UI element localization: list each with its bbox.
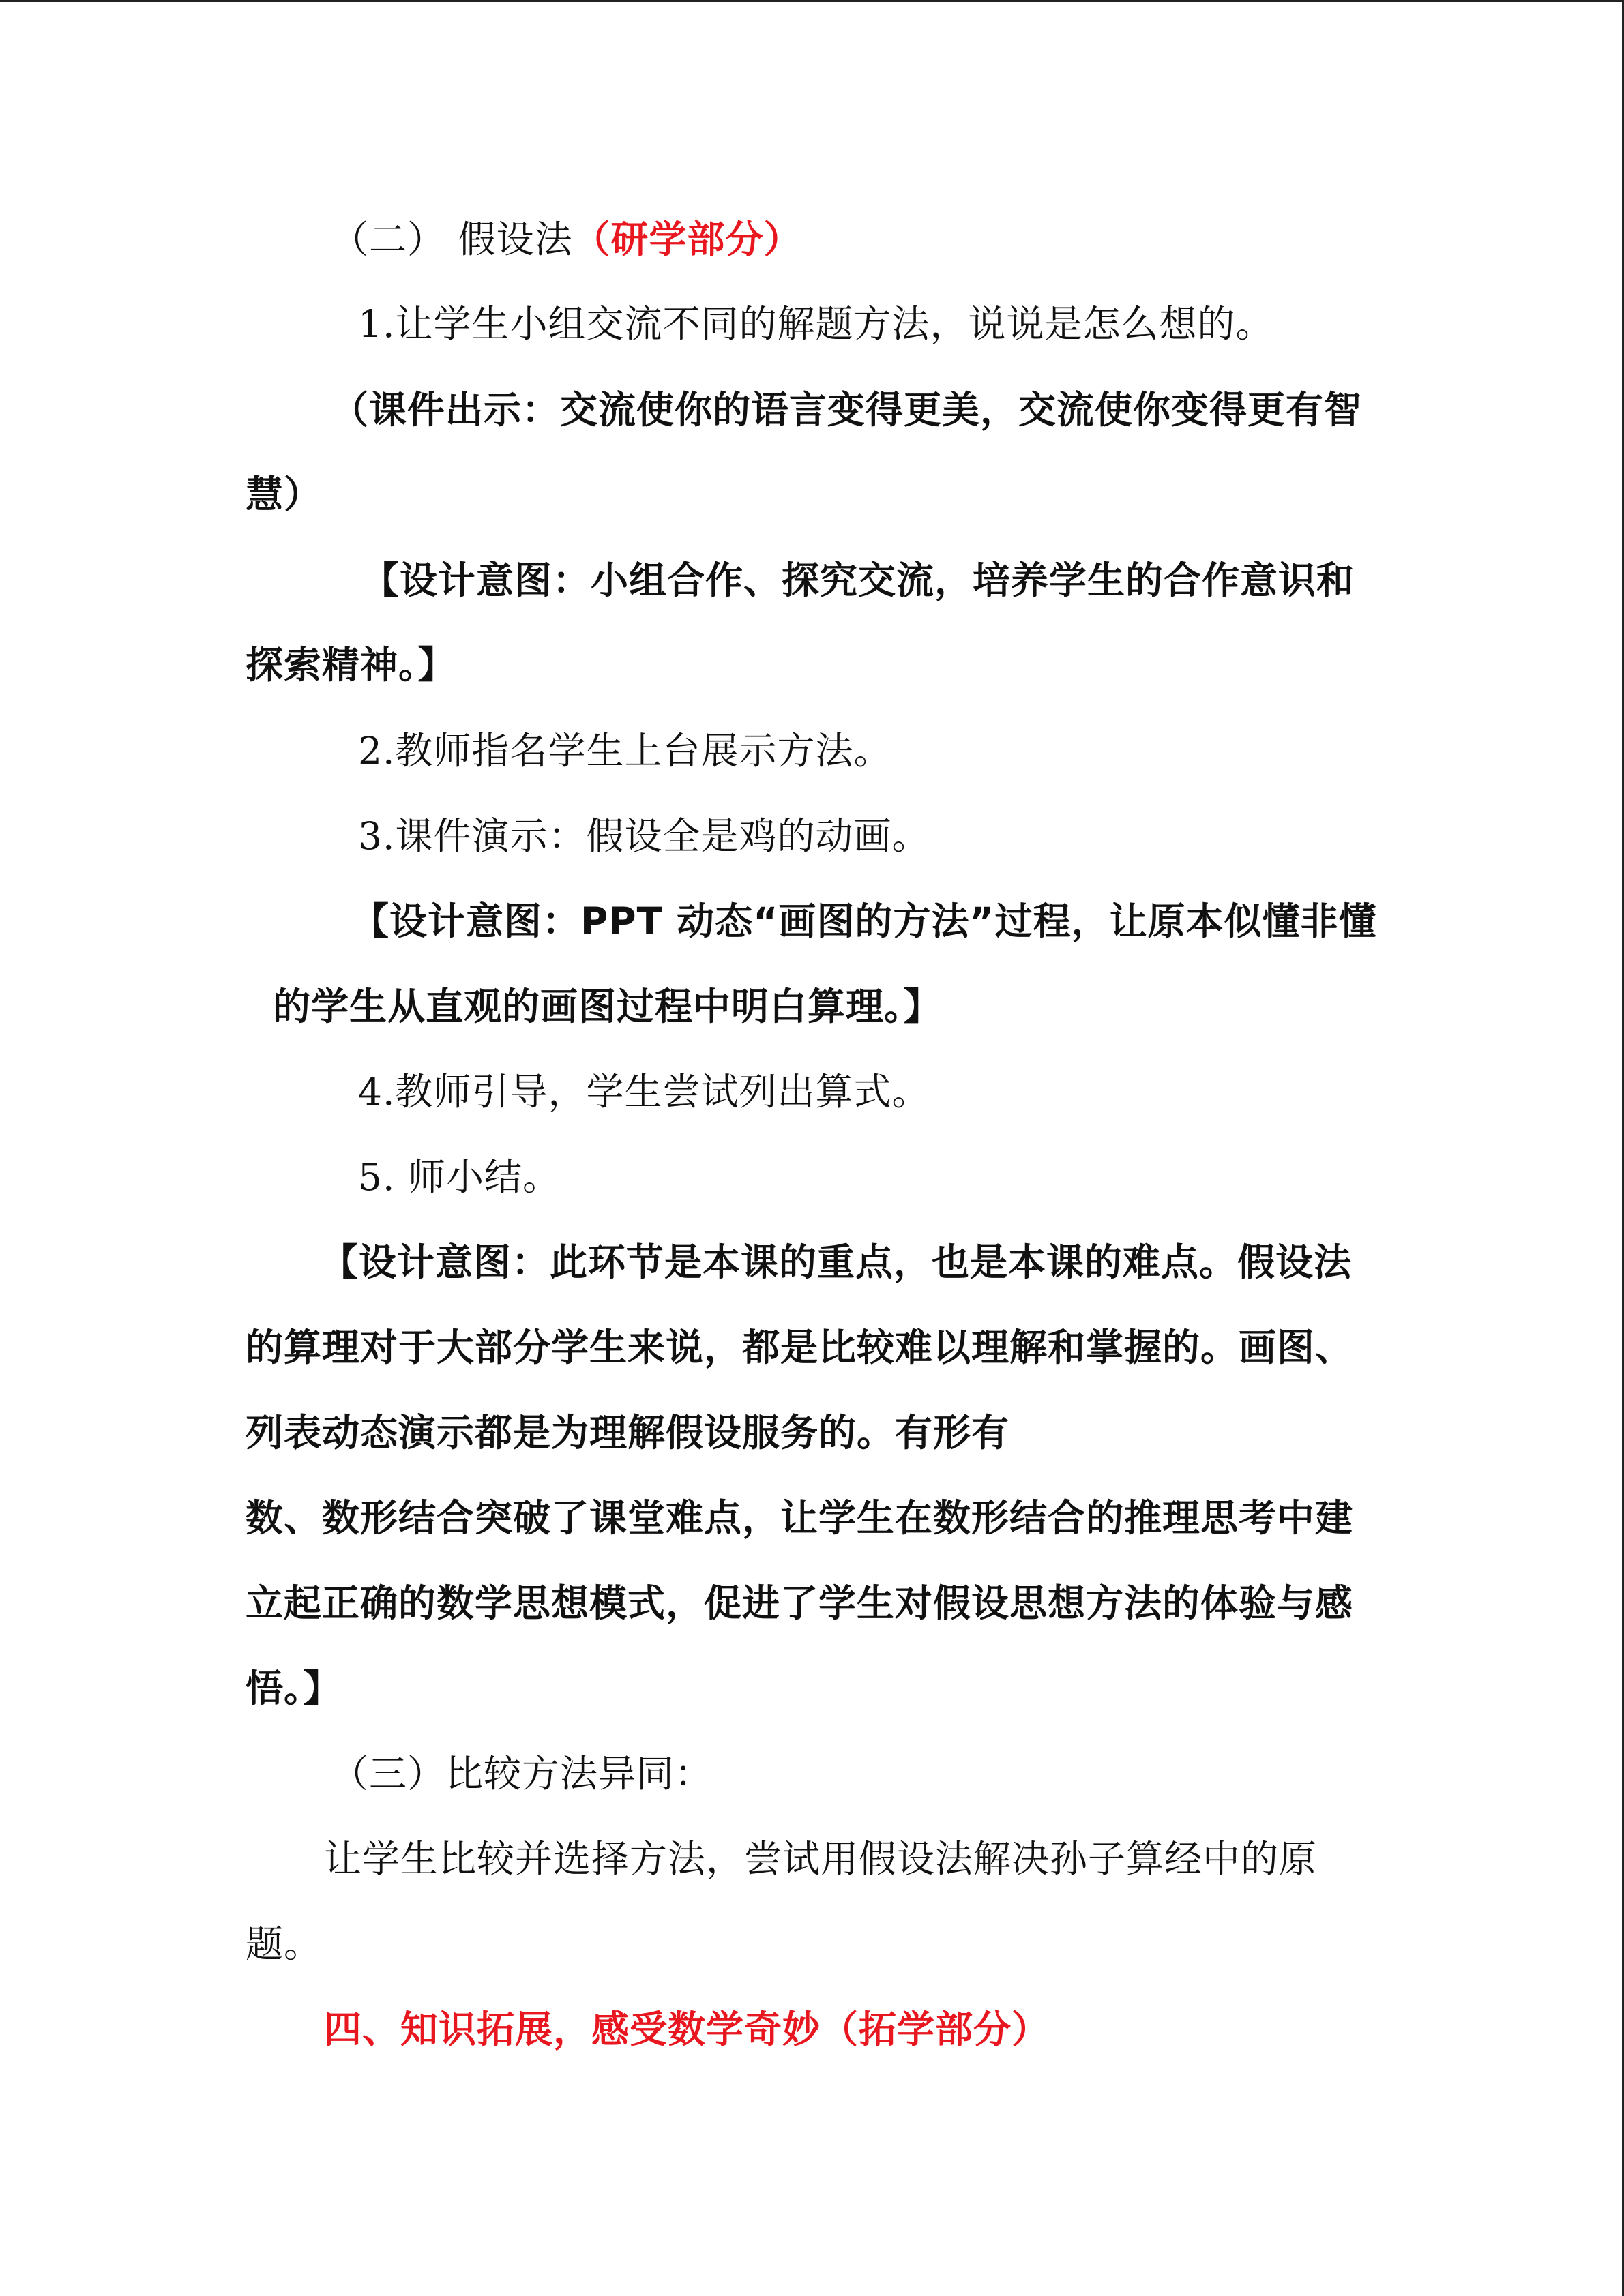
intent-3-line-3: 列表动态演示都是为理解假设服务的。有形有 — [246, 1411, 1010, 1455]
step-3: 3.课件演示：假设全是鸡的动画。 — [358, 814, 930, 858]
page-border-top — [0, 0, 1624, 2]
intent-1-line-1: 【设计意图：小组合作、探究交流，培养学生的合作意识和 — [361, 558, 1355, 602]
section-2-title: （二） 假设法 — [331, 218, 573, 261]
section-2-highlight: （研学部分） — [572, 218, 802, 261]
courseware-line-2: 慧） — [246, 473, 323, 516]
section-3-heading: （三）比较方法异同： — [331, 1752, 713, 1795]
compare-line-2: 题。 — [246, 1922, 323, 1966]
compare-line-1: 让学生比较并选择方法，尝试用假设法解决孙子算经中的原 — [324, 1837, 1318, 1881]
intent-1-line-2: 探索精神。】 — [246, 643, 456, 687]
step-5: 5. 师小结。 — [358, 1155, 561, 1199]
courseware-line-1: （课件出示：交流使你的语言变得更美，交流使你变得更有智 — [331, 388, 1363, 432]
section-2-heading — [331, 215, 802, 263]
intent-2-line-1: 【设计意图：PPT 动态“画图的方法”过程，让原本似懂非懂 — [351, 899, 1377, 943]
intent-3-line-6: 悟。】 — [246, 1667, 342, 1710]
intent-2-line-2: 的学生从直观的画图过程中明白算理。】 — [273, 985, 942, 1028]
intent-3-line-4: 数、数形结合突破了课堂难点，让学生在数形结合的推理思考中建 — [246, 1496, 1354, 1540]
step-2: 2.教师指名学生上台展示方法。 — [358, 729, 892, 773]
step-4: 4.教师引导，学生尝试列出算式。 — [358, 1070, 930, 1114]
section-4-heading: 四、知识拓展，感受数学奇妙（拓学部分） — [324, 2008, 1050, 2051]
intent-3-line-2: 的算理对于大部分学生来说，都是比较难以理解和掌握的。画图、 — [246, 1326, 1354, 1369]
intent-3-line-5: 立起正确的数学思想模式，促进了学生对假设思想方法的体验与感 — [246, 1581, 1354, 1625]
intent-3-line-1: 【设计意图：此环节是本课的重点，也是本课的难点。假设法 — [321, 1240, 1353, 1284]
step-1: 1.让学生小组交流不同的解题方法，说说是怎么想的。 — [358, 302, 1274, 346]
